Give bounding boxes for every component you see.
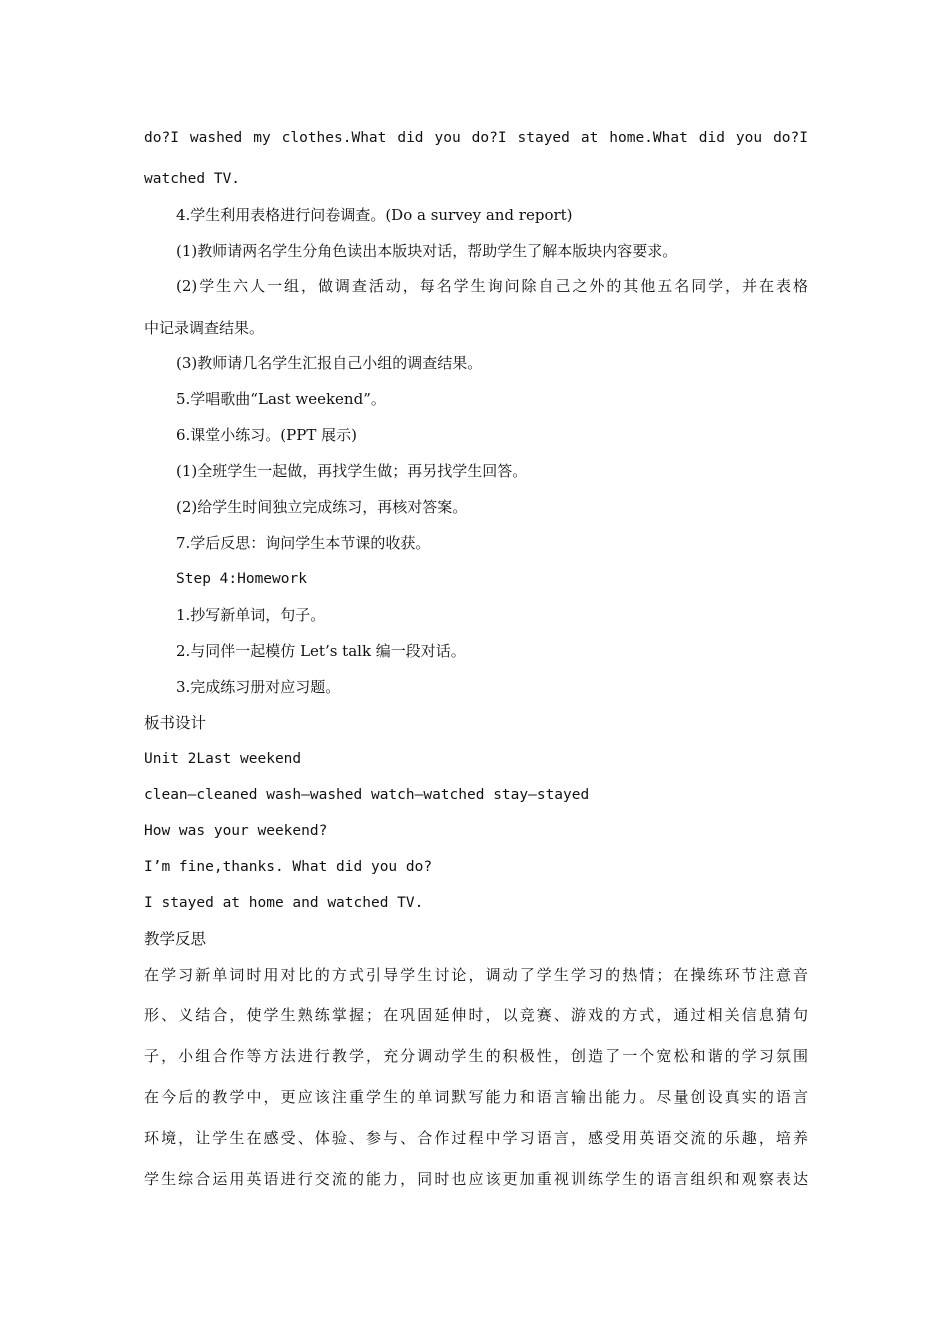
body-line-1: do?I washed my clothes.What did you do?I stayed at home.What did you do?I (144, 130, 808, 146)
step-item-5: 5.学唱歌曲“Last weekend”。 (176, 390, 386, 408)
step-item-4: 4.学生利用表格进行问卷调查。(Do a survey and report) (176, 206, 573, 224)
sub-item-2: (2)学生六人一组，做调查活动，每名学生询问除自己之外的其他五名同学，并在表格 (176, 277, 808, 295)
sub-item-3: (3)教师请几名学生汇报自己小组的调查结果。 (176, 354, 483, 372)
teaching-reflection-heading: 教学反思 (144, 930, 207, 948)
sub-item-2-continued: 中记录调查结果。 (144, 319, 265, 337)
reflection-line-3: 子，小组合作等方法进行教学，充分调动学生的积极性，创造了一个宽松和谐的学习氛围 (144, 1047, 808, 1065)
homework-item-1: 1.抄写新单词，句子。 (176, 606, 326, 624)
homework-item-3: 3.完成练习册对应习题。 (176, 678, 341, 696)
step-item-7: 7.学后反思：询问学生本节课的收获。 (176, 534, 431, 552)
board-unit-title: Unit 2Last weekend (144, 751, 302, 767)
reflection-line-6: 学生综合运用英语进行交流的能力，同时也应该更加重视训练学生的语言组织和观察表达 (144, 1170, 808, 1188)
step-item-6: 6.课堂小练习。(PPT 展示) (176, 426, 357, 444)
blackboard-design-heading: 板书设计 (144, 714, 207, 732)
reflection-line-5: 环境，让学生在感受、体验、参与、合作过程中学习语言，感受用英语交流的乐趣，培养 (144, 1129, 808, 1147)
exercise-item-1: (1)全班学生一起做，再找学生做；再另找学生回答。 (176, 462, 528, 480)
body-line-2: watched TV. (144, 171, 241, 187)
step-4-heading: Step 4:Homework (176, 571, 307, 587)
reflection-line-2: 形、义结合，使学生熟练掌握；在巩固延伸时，以竞赛、游戏的方式，通过相关信息猜句 (144, 1006, 808, 1024)
board-question: How was your weekend? (144, 823, 328, 839)
sub-item-1: (1)教师请两名学生分角色读出本版块对话，帮助学生了解本版块内容要求。 (176, 242, 678, 260)
exercise-item-2: (2)给学生时间独立完成练习，再核对答案。 (176, 498, 468, 516)
reflection-line-4: 在今后的教学中，更应该注重学生的单词默写能力和语言输出能力。尽量创设真实的语言 (144, 1088, 808, 1106)
board-answer: I’m fine,thanks. What did you do? (144, 859, 433, 875)
board-verb-forms: clean—cleaned wash—washed watch—watched stay—stayed (144, 787, 590, 803)
homework-item-2: 2.与同伴一起模仿 Let’s talk 编一段对话。 (176, 642, 466, 660)
board-sentence: I stayed at home and watched TV. (144, 895, 424, 911)
reflection-line-1: 在学习新单词时用对比的方式引导学生讨论，调动了学生学习的热情；在操练环节注意音 (144, 966, 808, 984)
